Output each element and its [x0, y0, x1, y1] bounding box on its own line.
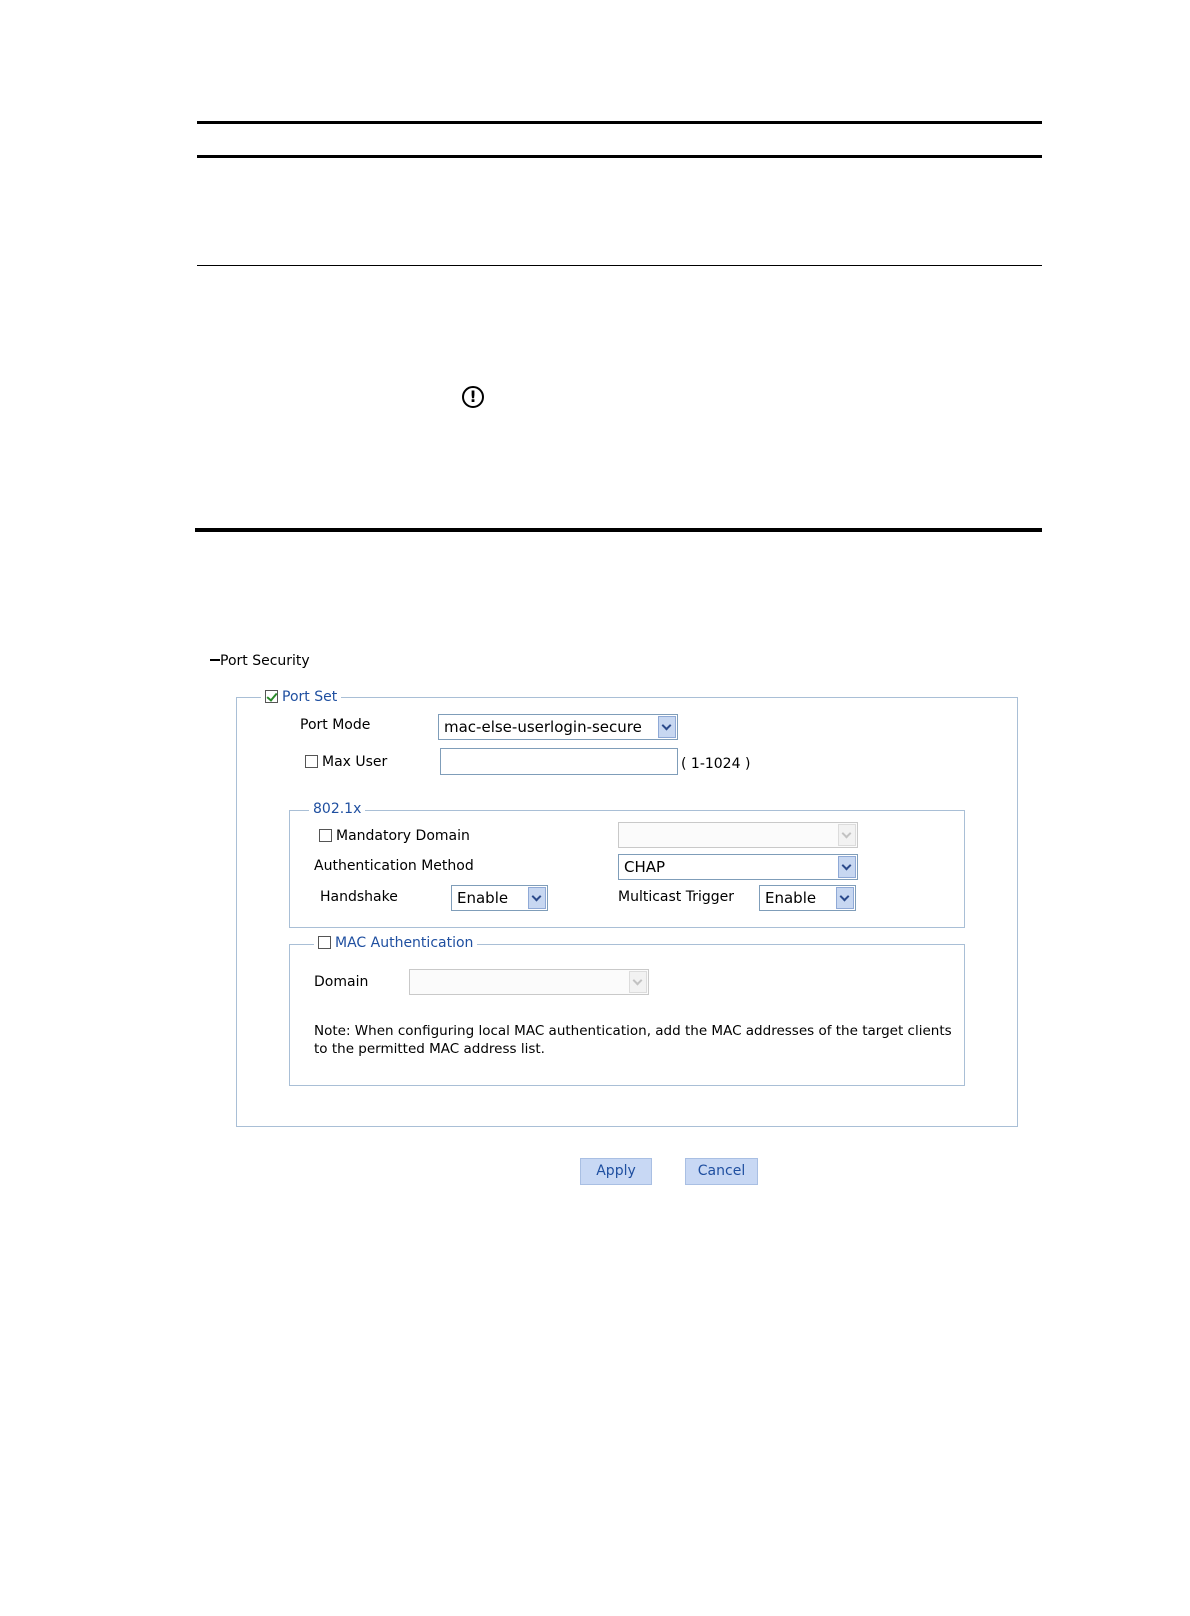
port-security-header[interactable]	[210, 653, 310, 669]
section-title: Port Security	[220, 653, 310, 669]
dot1x-legend: 802.1x	[309, 801, 365, 817]
mac-domain-select	[409, 969, 649, 995]
mac-auth-fieldset	[289, 944, 965, 1086]
chevron-down-icon[interactable]	[838, 856, 856, 878]
port-set-legend: Port Set	[261, 689, 341, 705]
mac-auth-checkbox[interactable]	[318, 936, 331, 949]
max-user-label: Max User	[322, 754, 388, 770]
port-mode-value: mac-else-userlogin-secure	[444, 718, 642, 736]
cancel-button[interactable]: Cancel	[685, 1158, 758, 1185]
chevron-down-icon	[838, 824, 856, 846]
apply-button[interactable]: Apply	[580, 1158, 652, 1185]
port-mode-select[interactable]	[438, 714, 678, 740]
chevron-down-icon	[629, 971, 647, 993]
caution-bottom-rule	[195, 528, 1042, 532]
max-user-row	[305, 754, 387, 770]
auth-method-label: Authentication Method	[314, 858, 474, 874]
port-set-checkbox[interactable]	[265, 690, 278, 703]
table-row-rule	[197, 265, 1042, 266]
table-top-rule	[197, 121, 1042, 124]
minus-icon[interactable]	[210, 659, 220, 661]
handshake-label: Handshake	[320, 889, 398, 905]
auth-method-value: CHAP	[624, 858, 666, 876]
mandatory-domain-checkbox[interactable]	[319, 829, 332, 842]
multicast-trigger-value: Enable	[765, 889, 817, 907]
multicast-trigger-label: Multicast Trigger	[618, 889, 735, 905]
exclamation-circle-icon: !	[462, 386, 484, 408]
mandatory-domain-select	[618, 822, 858, 848]
handshake-value: Enable	[457, 889, 509, 907]
chevron-down-icon[interactable]	[836, 887, 854, 909]
max-user-range: ( 1-1024 )	[681, 756, 751, 772]
multicast-trigger-select[interactable]	[759, 885, 856, 911]
max-user-checkbox[interactable]	[305, 755, 318, 768]
max-user-input[interactable]	[440, 748, 678, 775]
handshake-select[interactable]	[451, 885, 548, 911]
port-mode-label: Port Mode	[300, 717, 371, 733]
table-header-rule	[197, 155, 1042, 158]
mac-auth-note: Note: When configuring local MAC authentication, add the MAC addresses of the target clients to the permitted MAC address list.	[314, 1023, 952, 1057]
mandatory-domain-row	[319, 828, 470, 844]
mac-domain-label: Domain	[314, 974, 369, 990]
mac-auth-legend: MAC Authentication	[314, 935, 477, 951]
auth-method-select[interactable]	[618, 854, 858, 880]
mandatory-domain-label: Mandatory Domain	[336, 828, 470, 844]
chevron-down-icon[interactable]	[658, 716, 676, 738]
chevron-down-icon[interactable]	[528, 887, 546, 909]
